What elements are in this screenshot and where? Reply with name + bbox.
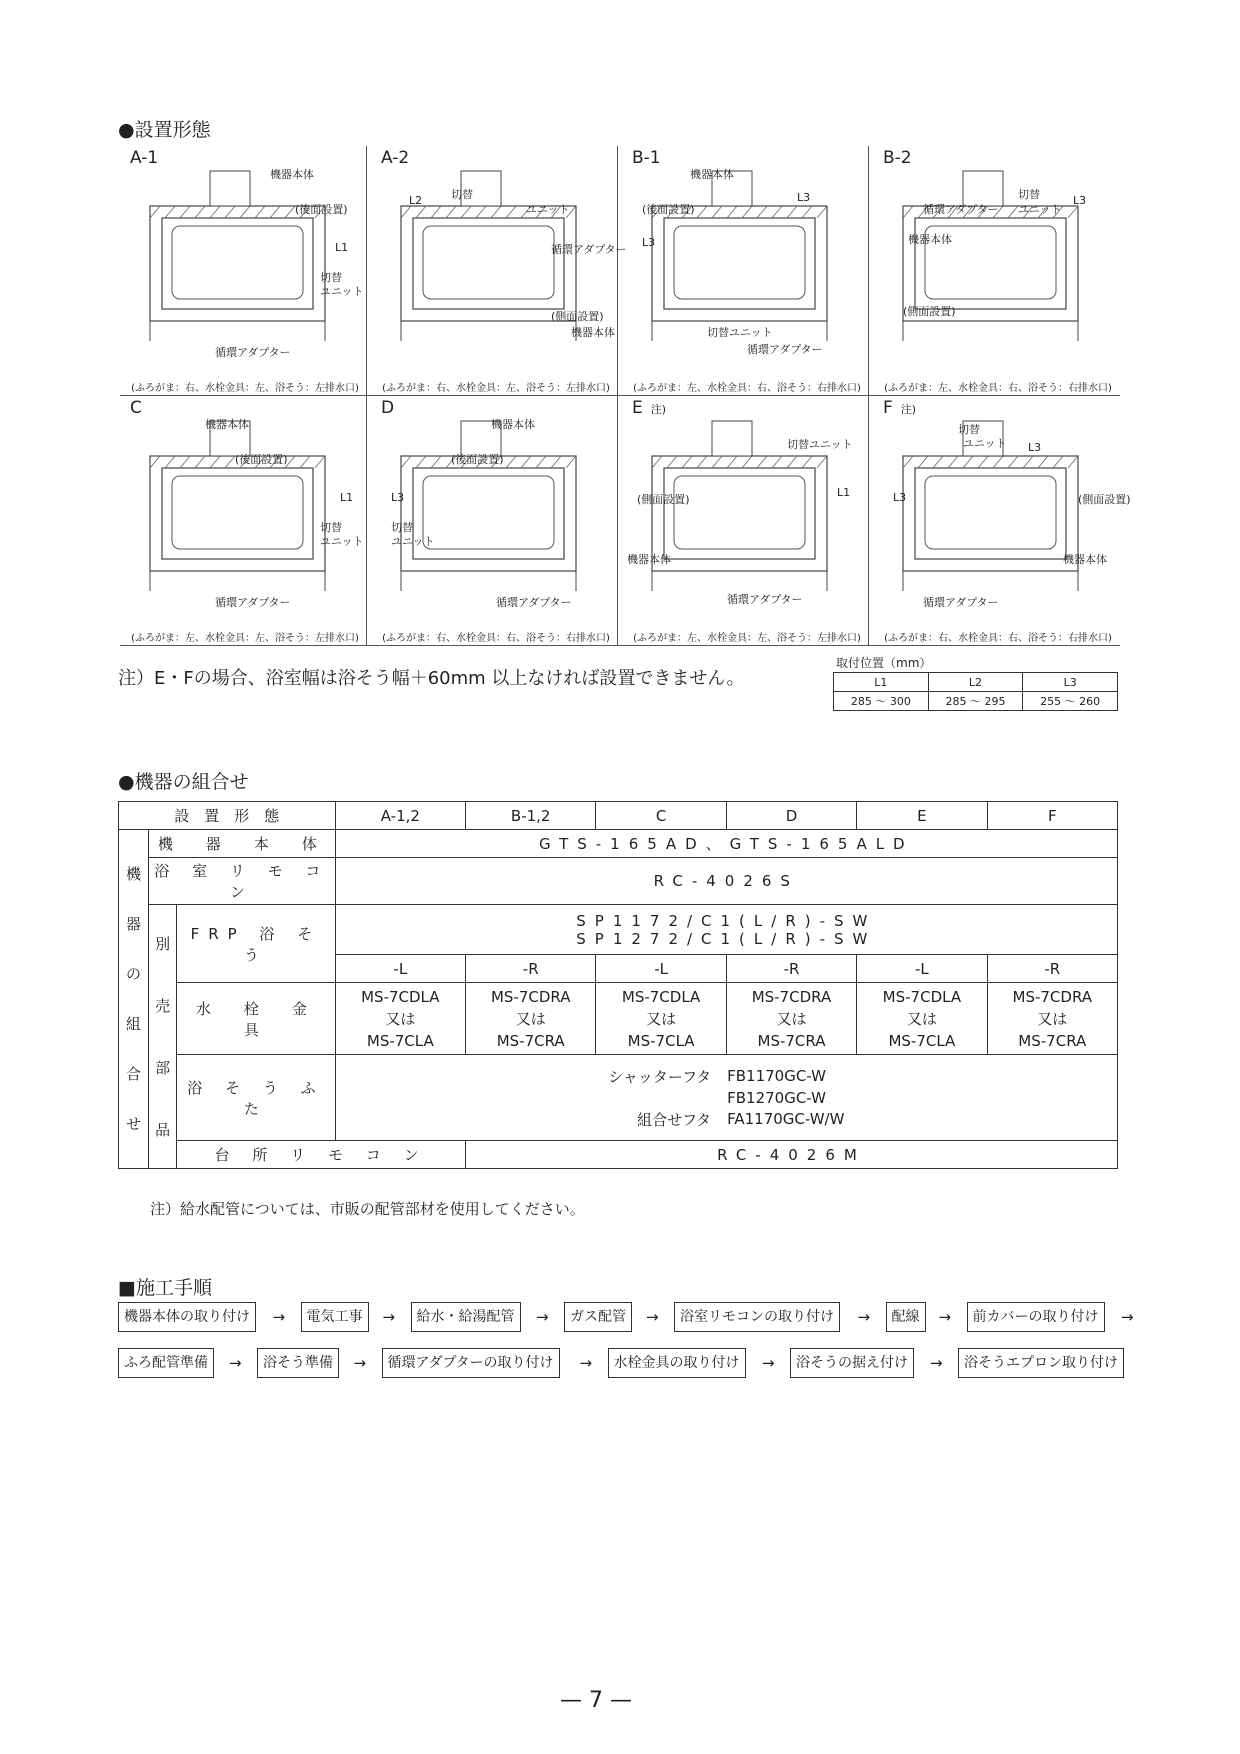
arrow-icon: → <box>938 1308 952 1326</box>
bath-remote-value: RC-4026S <box>335 858 1117 905</box>
diagram-label: 切替 <box>1018 188 1040 201</box>
header-label: 設 置 形 態 <box>119 802 336 830</box>
diagram-label: L3 <box>893 491 907 504</box>
diagram-label: 切替 <box>320 271 342 284</box>
cell-caption: (ふろがま：右、水栓金具：左、浴そう：左排水口) <box>131 383 359 394</box>
diagram-label: ユニット <box>320 535 364 548</box>
bathtub-diagram <box>873 146 1123 396</box>
faucet-cell: MS-7CDRA 又は MS-7CRA <box>466 983 596 1055</box>
column-header: F <box>987 802 1117 830</box>
procedure-step: 水栓金具の取り付け <box>608 1348 746 1378</box>
diagram-label: 機器本体 <box>270 168 314 181</box>
lid-values <box>335 1055 1117 1141</box>
installation-cell <box>622 146 872 396</box>
combo-title: ●機器の組合せ <box>118 771 249 793</box>
unit-label: 機 器 本 体 <box>149 830 336 858</box>
column-header: B-1,2 <box>466 802 596 830</box>
arrow-icon: → <box>382 1308 396 1326</box>
diagram-label: (後面設置) <box>235 453 288 466</box>
installation-cell <box>371 396 621 646</box>
sub-side-label: 別 売 部 品 <box>149 905 177 1169</box>
faucet-cell: MS-7CDLA 又は MS-7CLA <box>335 983 465 1055</box>
arrow-icon: → <box>646 1308 659 1326</box>
bathtub-diagram <box>622 146 872 396</box>
installation-cell <box>622 396 872 646</box>
column-header: D <box>726 802 856 830</box>
bathtub-diagram <box>371 146 621 396</box>
diagram-label: 循環アダプター <box>727 593 803 606</box>
cell-label: D <box>381 398 395 418</box>
diagram-label: L2 <box>409 194 423 207</box>
diagram-label: ユニット <box>526 203 570 216</box>
cell-caption: (ふろがま：左、水栓金具：右、浴そう：右排水口) <box>633 383 861 394</box>
diagram-label: (後面設置) <box>642 203 695 216</box>
arrow-icon: → <box>930 1354 943 1372</box>
cell-caption: (ふろがま：左、水栓金具：左、浴そう：左排水口) <box>131 633 359 644</box>
bathtub-diagram <box>622 396 872 646</box>
diagram-label: 切替ユニット <box>707 326 773 339</box>
procedure-step: ガス配管 <box>564 1302 632 1332</box>
diagram-label: L1 <box>335 241 349 254</box>
lr-cell: -L <box>335 955 465 983</box>
diagram-label: 循環アダプター <box>923 203 999 216</box>
combo-table <box>118 801 1118 1169</box>
diagram-label: L3 <box>391 491 405 504</box>
position-value: 285 ～ 295 <box>928 692 1023 711</box>
faucet-cell: MS-7CDLA 又は MS-7CLA <box>857 983 987 1055</box>
arrow-icon: → <box>579 1354 593 1372</box>
faucet-cell: MS-7CDLA 又は MS-7CLA <box>596 983 726 1055</box>
cell-caption: (ふろがま：左、水栓金具：右、浴そう：右排水口) <box>884 383 1112 394</box>
arrow-icon: → <box>1121 1308 1134 1326</box>
cell-label: B-1 <box>632 148 661 168</box>
diagram-label: 循環アダプター <box>747 343 823 356</box>
diagram-label: 機器本体 <box>205 418 249 431</box>
frp-values: SP1172/C1(L/R)-SW SP1272/C1(L/R)-SW <box>335 905 1117 955</box>
cell-label: C <box>130 398 142 418</box>
kitchen-label: 台 所 リ モ コ ン <box>177 1141 466 1169</box>
procedure-step: 電気工事 <box>301 1302 369 1332</box>
diagram-label: L3 <box>797 191 811 204</box>
procedure-step: 前カバーの取り付け <box>967 1302 1105 1332</box>
cell-caption: (ふろがま：右、水栓金具：右、浴そう：右排水口) <box>382 633 610 644</box>
cell-caption: (ふろがま：右、水栓金具：左、浴そう：左排水口) <box>382 383 610 394</box>
column-header: C <box>596 802 726 830</box>
side-label: 機 器 の 組 合 せ <box>119 830 149 1169</box>
installation-title: ●設置形態 <box>118 119 211 141</box>
procedure-step: 給水・給湯配管 <box>411 1302 521 1332</box>
diagram-label: L3 <box>1028 441 1042 454</box>
column-header: E <box>857 802 987 830</box>
diagram-label: ユニット <box>320 285 364 298</box>
lr-cell: -R <box>987 955 1117 983</box>
faucet-label: 水 栓 金 具 <box>177 983 335 1055</box>
cell-note-mark: 注) <box>900 403 917 416</box>
frp-label: FRP 浴 そ う <box>177 905 335 983</box>
procedure-step: 機器本体の取り付け <box>118 1302 256 1332</box>
diagram-label: 切替ユニット <box>787 438 853 451</box>
cell-label: F 注) <box>883 398 917 418</box>
lr-cell: -R <box>726 955 856 983</box>
diagram-label: L3 <box>1073 194 1087 207</box>
diagram-label: 機器本体 <box>908 233 952 246</box>
diagram-label: 機器本体 <box>1063 553 1107 566</box>
arrow-icon: → <box>536 1308 549 1326</box>
lr-cell: -L <box>596 955 726 983</box>
diagram-label: 機器本体 <box>627 553 671 566</box>
procedure-step: 浴そう準備 <box>257 1348 339 1378</box>
position-value: 255 ～ 260 <box>1023 692 1118 711</box>
diagram-label: 循環アダプター <box>215 596 291 609</box>
diagram-label: 循環アダプター <box>215 346 291 359</box>
arrow-icon: → <box>857 1308 871 1326</box>
diagram-label: 切替 <box>958 423 980 436</box>
diagram-label: L1 <box>837 486 851 499</box>
lr-cell: -L <box>857 955 987 983</box>
diagram-label: (側面設置) <box>637 493 690 506</box>
installation-footnote: 注）E・Fの場合、浴室幅は浴そう幅＋60mm 以上なければ設置できません。 <box>118 668 745 689</box>
page-number: — 7 — <box>560 1688 632 1713</box>
diagram-label: L1 <box>340 491 354 504</box>
diagram-label: (後面設置) <box>295 203 348 216</box>
diagram-label: 切替 <box>451 188 473 201</box>
cell-caption: (ふろがま：右、水栓金具：右、浴そう：右排水口) <box>884 633 1112 644</box>
position-table <box>833 672 1118 711</box>
arrow-icon: → <box>353 1354 367 1372</box>
procedure-step: ふろ配管準備 <box>118 1348 214 1378</box>
cell-caption: (ふろがま：左、水栓金具：左、浴そう：左排水口) <box>633 633 861 644</box>
diagram-label: (側面設置) <box>551 310 604 323</box>
lid-label: 浴 そ う ふ た <box>177 1055 335 1141</box>
installation-cell <box>120 396 370 646</box>
diagram-label: 機器本体 <box>571 326 615 339</box>
procedure-step: 循環アダプターの取り付け <box>382 1348 560 1378</box>
procedure-step: 配線 <box>886 1302 926 1332</box>
arrow-icon: → <box>762 1354 775 1372</box>
lr-cell: -R <box>466 955 596 983</box>
diagram-label: 機器本体 <box>491 418 535 431</box>
diagram-label: 循環アダプター <box>551 243 627 256</box>
arrow-icon: → <box>229 1354 242 1372</box>
cell-label: A-1 <box>130 148 159 168</box>
diagram-label: (側面設置) <box>903 305 956 318</box>
combo-note: 注）給水配管については、市販の配管部材を使用してください。 <box>150 1200 585 1218</box>
diagram-label: L3 <box>642 236 656 249</box>
diagram-label: (側面設置) <box>1078 493 1131 506</box>
diagram-label: 循環アダプター <box>496 596 572 609</box>
diagram-label: ユニット <box>1018 203 1062 216</box>
installation-cell <box>873 146 1123 396</box>
position-header: L1 <box>834 673 929 692</box>
installation-cell <box>120 146 370 396</box>
cell-label: A-2 <box>381 148 410 168</box>
procedure-step: 浴そうエプロン取り付け <box>958 1348 1124 1378</box>
position-header: L2 <box>928 673 1023 692</box>
kitchen-value: RC-4026M <box>466 1141 1118 1169</box>
position-table-caption: 取付位置（mm） <box>836 656 932 670</box>
bath-remote-label: 浴 室 リ モ コ ン <box>149 858 336 905</box>
diagram-label: ユニット <box>391 535 435 548</box>
installation-cell <box>371 146 627 396</box>
lid-list: シャッターフタ FB1170GC-W FB1270GC-W 組合せフタ FA1170GC-W/W <box>608 1067 845 1129</box>
faucet-cell: MS-7CDRA 又は MS-7CRA <box>987 983 1117 1055</box>
arrow-icon: → <box>272 1308 286 1326</box>
procedure-step: 浴そうの据え付け <box>790 1348 914 1378</box>
position-header: L3 <box>1023 673 1118 692</box>
diagram-label: ユニット <box>963 437 1007 450</box>
cell-note-mark: 注) <box>650 403 667 416</box>
diagram-label: 機器本体 <box>690 168 734 181</box>
cell-label: E 注) <box>632 398 667 418</box>
diagram-label: 切替 <box>320 521 342 534</box>
installation-cell <box>873 396 1131 646</box>
procedure-step: 浴室リモコンの取り付け <box>674 1302 840 1332</box>
position-value: 285 ～ 300 <box>834 692 929 711</box>
faucet-cell: MS-7CDRA 又は MS-7CRA <box>726 983 856 1055</box>
cell-label: B-2 <box>883 148 912 168</box>
diagram-label: (後面設置) <box>451 453 504 466</box>
diagram-label: 切替 <box>391 521 413 534</box>
unit-value: GTS-165AD、GTS-165ALD <box>335 830 1117 858</box>
column-header: A-1,2 <box>335 802 465 830</box>
procedure-title: ■施工手順 <box>118 1277 212 1299</box>
diagram-label: 循環アダプター <box>923 596 999 609</box>
